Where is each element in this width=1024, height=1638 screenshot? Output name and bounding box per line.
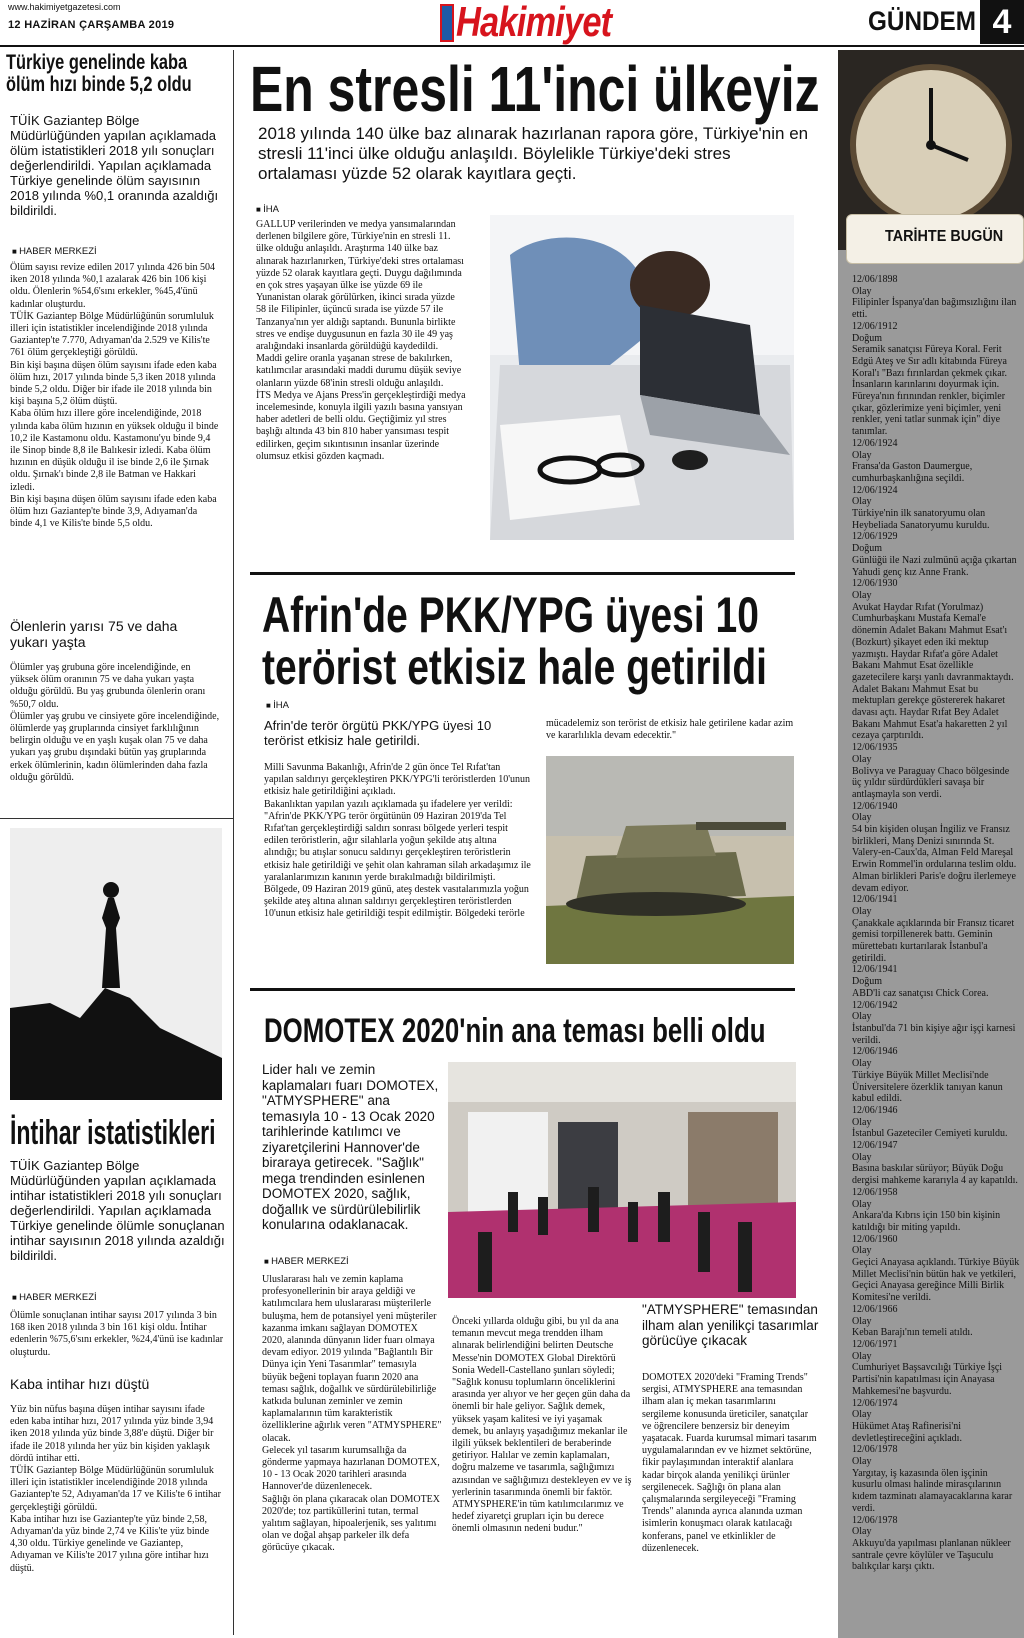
history-entry-text: Filipinler İspanya'dan bağımsızlığını ilan etti. [852,297,1017,321]
history-entry-text: Keban Barajı'nın temeli atıldı. [852,1327,973,1339]
history-entry-type: Olay [852,1456,872,1468]
history-entry-text: Ankara'da Kıbrıs için 150 bin kişinin katıldığı bir miting yapıldı. [852,1210,1001,1233]
death-lead: TÜİK Gaziantep Bölge Müdürlüğünden yapılan açıklamada ölüm istatistikleri 2018 yılı sonuçları değerlendirildi. Yapılan açıklamada Türkiye genelinde ölüm sayısının 2018 yılında %0,1 oranında azaldığı bildirildi. [10,113,219,218]
domotex-col2: Önceki yıllarda olduğu gibi, bu yıl da ana temanın mevcut mega trendden ilham alınarak belirlendiğini belirten Deutsche Messe'nin DOMOTEX Global Direktörü Sonia Wedell-Castellano şunları söyledi; "Sağlık konusu toplumların önceliklerini arasında yer alıyor ve her geçen gün daha da önemli bir hale geliyor. Sağlık demek, yüksek yaşam kalitesi ve iyi yaşamak demek, bu anlayış yaşadığımız mekanlar ile ilgili yüksek beklentileri de beraberinde getiriyor. Halılar ve zemin kaplamaları, doğru malzeme ve tasarımla, sağlığımızı azısından ve sağlığımızı destekleyen ev ve iş yerlerinin tasarımında önemli bir faktör. ATMYSPHERE'in tüm katılımcılarımız ve hedef ziyaretçi grupları için bu derece önemli olmasının nedeni budur." [452,1316,632,1535]
history-entry-date: 12/06/1941 [852,894,898,906]
page-number-box [980,0,1024,44]
history-entry-type: Doğum [852,543,882,555]
domotex-subhead: "ATMYSPHERE" temasından ilham alan yenilikçi tasarımlar görücüye çıkacak [642,1302,819,1348]
history-entry-type: Olay [852,812,872,824]
history-entry-text: Seramik sanatçısı Füreya Koral. Ferit Edgü Ateş ve Sır adlı kitabında Füreya Koral'ı "Bazı fırınlardan çekmek çıkar. İnsanların karınlarını doyurmak için. Füreya'nın fırınından renkler, biçimler çıkar, gözlerimize yeni biçimler, yeni renkler, yeni tatlar sunmak için" diye tanımlar. [852,344,1007,438]
history-entry-type: Olay [852,1011,872,1023]
stress-bottom-rule [250,572,795,575]
history-entry-text: Günlüğü ile Nazi zulmünü açığa çıkartan Yahudi genç kız Anne Frank. [852,554,1017,578]
history-entry-date: 12/06/1924 [852,437,898,449]
issue-date: 12 HAZİRAN ÇARŞAMBA 2019 [8,19,175,31]
suicide-photo [10,828,222,1100]
suicide-source: ■ HABER MERKEZİ [12,1292,97,1303]
header-rule [0,45,1024,47]
history-entry-text: İstanbul Gazeteciler Cemiyeti kuruldu. [852,1128,1008,1140]
history-list [852,274,1020,1573]
domotex-source: ■ HABER MERKEZİ [264,1256,349,1267]
history-entry-type: Olay [852,1151,872,1163]
history-entry-type: Olay [852,1058,872,1070]
history-entry-date: 12/06/1935 [852,742,898,754]
history-entry-type: Olay [852,589,872,601]
history-entry-type: Olay [852,1315,872,1327]
silhouette-cliff-icon [10,828,222,1100]
afrin-source: ■ İHA [266,700,289,711]
history-entry-type: Doğum [852,332,882,344]
left-section-divider [0,818,233,819]
history-entry-type: Olay [852,496,872,508]
history-title: TARİHTE BUGÜN [885,228,1004,245]
history-entry-date: 12/06/1974 [852,1397,898,1409]
trade-fair-hall-icon [448,1062,796,1298]
history-entry-date: 12/06/1946 [852,1104,898,1116]
death-body: Ölüm sayısı revize edilen 2017 yılında 426 bin 504 iken 2018 yılında %0,1 azalarak 426 bin 106 kişi oldu. Ölenlerin %54,6'sını erkekler, %45,4'ünü kadınlar oluşturdu. TÜİK Gaziantep Bölge Müdürlüğünün sorumluluk illeri için istatistikler incelendiğinde 2018 yılında Gaziantep'te 7.770, Adıyaman'da 2.529 ve Kilis'te 761 ölüm gerçekleştiği görüldü. Bin kişi başına düşen ölüm sayısını ifade eden kaba ölüm hızı, 2017 yılında binde 5,3 iken 2018 yılında binde 5,2 oldu. Diğer bir ifade ile 2018 yılında bin kişi başına 5,2 ölüm düştü. Kaba ölüm hızı illere göre incelendiğinde, 2018 yılında kaba ölüm hızının en yüksek olduğu il binde 10,2 ile Kastamonu oldu. Kastamonu'yu binde 9,4 ile Sinop binde 8,8 ile Balıkesir izledi. Kaba ölüm hızının en düşük olduğu il ise binde 2,6 ile Şırnak oldu. Şırnak'ı binde 2,8 ile Batman ve Hakkari izledi. Bin kişi başına düşen ölüm sayısını ifade eden kaba ölüm hızı Gaziantep'te binde 3,9, Adıyaman'da binde 4,1 ve Kilis'te binde 5,5 oldu. [10,262,219,530]
logo-text: Hakimiyet [456,0,612,45]
history-entry-type: Olay [852,1245,872,1257]
man-sleeping-desk-icon [490,215,794,540]
section-label: GÜNDEM [868,6,976,36]
history-entry-text: Çanakkale açıklarında bir Fransız ticaret gemisi torpillenerek battı. Geminin mürettebatı kurtarılarak İstanbul'a getirildi. [852,917,1015,964]
history-entry-date: 12/06/1940 [852,800,898,812]
history-entry-text: Bolivya ve Paraguay Chaco bölgesinde üç yıldır sürdürdükleri savaşa bir antlaşmayla son verdi. [852,765,1010,800]
history-entry-type: Olay [852,905,872,917]
history-entry-text: Yargıtay, iş kazasında ölen işçinin kusurlu olması halinde mirasçılarının kıdem tazminatı alamayacaklarına karar verdi. [852,1467,1013,1514]
history-entry-date: 12/06/1971 [852,1338,898,1350]
domotex-col3: DOMOTEX 2020'deki "Framing Trends" sergisi, ATMYSPHERE ana temasından ilham alan iç mekan tasarımlarını sergileme konusunda üreticiler, sanatçılar ve öğrencilere benzersiz bir deneyim yaşatacak. Fuarda kurumsal mimari tasarım uygulamalarından ev ve hizmet sektörüne, fikir paylaşımından interaktif alanlara kadar birçok alanda yenilikçi ürünler sergilenecek. Sağlığı ön plana alan çalışmalarında sergileyeceği "Framing Trends" alanında ayrıca alanında uzman isimlerin konuşmacı olarak katılacağı konferans, panel ve etkinlikler de düzenlenecek. [642,1372,817,1554]
stress-body: GALLUP verilerinden ve medya yansımalarından derlenen bilgilere göre, Türkiye'nin en stresli 11. ülke olduğu anlaşıldı. Araştırma 140 ülke baz alınarak hazırlanırken, Türkiye'deki stres ortalaması yüzde 52 olarak kayıtlara geçti. Duygu dağılımında en çok stres yaşayan ülke ise yüzde 69 ile Yunanistan olarak görülürken, ikinci sırada yüzde 58 ile Filipinler, üçüncü sırada ise yüzde 57 ile Tanzanya'nın yer aldığı saptandı. Bununla birlikte stres ve endişe duygusunun en fazla 30 ile 49 yaş aralığındaki insanlarda görüldüğü kaydedildi. Maddi gelire oranla yaşanan strese de bakılırken, katılımcılar arasındaki maddi durumu düşük seviye olanların yüzde 68'inin stresli olduğu anlaşıldı. İTS Medya ve Ajans Press'in gerçekleştirdiği medya incelemesinde, konuyla ilgili yazılı basına yansıyan haber adetleri de belli oldu. Geçtiğimiz yıl stres başlığı altında 43 bin 810 haber yansıması tespit edilirken, geçim sıkıntısının insanlar üzerinde olumsuz etkisi gözden kaçmadı. [256,219,466,462]
domotex-col1: Uluslararası halı ve zemin kaplama profesyonellerinin bir araya geldiği ve katılımcılara hem uluslararası müşterilerle buluşma, hem de potansiyel yeni müşteriler kazanma imkanı sağlayan DOMOTEX 2020, alanında dünyanın lider fuarı olmaya devam ediyor. 2019 yılında "Bağlantılı Bir Dünya için Yeni Tasarımlar" temasıyla büyük beğeni toplayan fuarın 2020 ana teması sağlık, doğallık ve sürdürülebilirliğe katkıda bulunan zeminler ve zemin kaplamalarının tüm karakteristik özelliklerine ağırlık veren "ATMYSPHERE" olacak. Gelecek yıl tasarım kurumsallığa da gönderme yapmaya hazırlanan DOMOTEX, 10 - 13 Ocak 2020 tarihleri arasında Hannover'de düzenlenecek. Sağlığı ön plana çıkaracak olan DOMOTEX 2020'de; toz partiküllerini tutan, termal yalıtım sağlayan, hipoalerjenik, ses yalıtımı olan ve doğal ahşap parkeler ilk defa görücüye çıkacak. [262,1274,442,1554]
left-column-divider [233,50,234,1635]
suicide-title: İntihar istatistikleri [10,1114,216,1152]
death-subhead: Ölenlerin yarısı 75 ve daha yukarı yaşta [10,618,178,650]
history-entry-date: 12/06/1947 [852,1140,898,1152]
history-entry-type: Olay [852,1198,872,1210]
history-entry-text: Fransa'da Gaston Daumergue, cumhurbaşkanlığına seçildi. [852,461,973,484]
history-entry-text: Avukat Haydar Rıfat (Yorulmaz) Cumhurbaşkanı Mustafa Kemal'e dönemin Adalet Bakanı Mahmut Esat'ı (Bozkurt) şikayet eden iki mektup yazmıştı. Haydar Rıfat'a göre Adalet Bakanı Mahmut Esat özellikle gazetecilere karşı yanlı davranmaktaydı. Adalet Bakanı Mahmut Esat bu mektupları gerekçe göstererek hakaret davası açtı. Haydar Rıfat Bey Adalet Bakanı Mahmut Esat'a hakaretten 2 yıl cezaya çarptırıldı. [852,601,1014,742]
suicide-body2: Yüz bin nüfus başına düşen intihar sayısını ifade eden kaba intihar hızı, 2017 yılında yüz binde 3,94 iken 2018 yılında yüz binde 3,88'e düştü. Diğer bir ifade ile 2018 yılında her yüz bin kişiden yaklaşık dördü intihar etti. TÜİK Gaziantep Bölge Müdürlüğünün sorumluluk illeri için istatistikler incelendiğinde 2018 yılında Gaziantep'te 52, Adıyaman'da 17 ve Kilis'te 6 intihar gerçekleştiği görüldü. Kaba intihar hızı ise Gaziantep'te yüz binde 2,58, Adıyaman'da yüz binde 2,74 ve Kilis'te yüz binde 4,30 oldu. Türkiye genelinde ve Gaziantep, Adıyaman ve Kilis'te 2017 yılına göre intihar hızı düştü. [10,1404,221,1574]
page-number: 4 [992,3,1012,41]
suicide-lead: TÜİK Gaziantep Bölge Müdürlüğünden yapılan açıklamada intihar istatistikleri 2018 yılı sonuçları değerlendirildi. Yapılan açıklamada Türkiye genelinde ölümle sonuçlanan intihar sayısının 2018 yılında azaldığı bildirildi. [10,1158,225,1263]
history-entry-type: Olay [852,449,872,461]
history-entry-text: Akkuyu'da yapılması planlanan nükleer santrale çevre köylüler ve Taşuculu balıkçılar karşı çıktı. [852,1537,1011,1573]
history-panel [838,50,1024,1638]
history-entry-text: Basına baskılar sürüyor; Büyük Doğu dergisi mahkeme kararıyla 4 ay kapatıldı. [852,1163,1018,1187]
history-entry-type: Olay [852,1526,872,1538]
history-entry-date: 12/06/1898 [852,274,898,285]
history-entry-text: Hükümet Ataş Rafinerisi'ni devletleştireceğini açıkladı. [852,1420,962,1444]
history-entry-text: 54 bin kişiden oluşan İngiliz ve Fransız birlikleri, Manş Denizi sınırında St. Valery-en-Caux'da, Alman Feld Mareşal Erwin Rommel'in ordularına teslim oldu. Alman birlikleri Paris'e doğru ilerlemeye devam ediyor. [852,824,1017,894]
history-entry-date: 12/06/1978 [852,1514,898,1526]
history-entry-date: 12/06/1941 [852,964,898,976]
domotex-lead: Lider halı ve zemin kaplamaları fuarı DOMOTEX, "ATMYSPHERE" ana temasıyla 10 - 13 Ocak 2020 tarihlerinde katılımcı ve ziyaretçilerini Hannover'de biraraya getirecek. "Sağlık" mega trendinden esinlenen DOMOTEX 2020, sağlık, doğallık ve sürdürülebilirlik konularına odaklanacak. [262,1062,439,1232]
history-title-scroll [846,214,1024,264]
stress-lead: 2018 yılında 140 ülke baz alınarak hazırlanan rapora göre, Türkiye'nin en stresli 11'inci ülke olduğu anlaşıldı. Böylelikle Türkiye'deki stres ortalaması yüzde 52 olarak kayıtlara geçti. [258,124,809,183]
history-entry-date: 12/06/1960 [852,1233,898,1245]
history-entry-date: 12/06/1966 [852,1303,898,1315]
afrin-title-line1: Afrin'de PKK/YPG üyesi 10 [262,587,759,643]
history-entry-type: Olay [852,753,872,765]
domotex-title: DOMOTEX 2020'nin ana teması belli oldu [264,1012,766,1050]
history-entry-date: 12/06/1942 [852,999,898,1011]
afrin-lead: Afrin'de terör örgütü PKK/YPG üyesi 10 terörist etkisiz hale getirildi. [264,718,492,748]
masthead-logo[interactable] [440,0,630,44]
history-entry-text: Türkiye'nin ilk sanatoryumu olan Heybeliada Sanatoryumu kuruldu. [852,508,990,531]
death-body2: Ölümler yaş grubuna göre incelendiğinde, en yüksek ölüm oranının 75 ve daha yukarı yaşta olduğu görüldü. Bu yaş grubunda ölenlerin oranı %50,7 oldu. Ölümler yaş grubu ve cinsiyete göre incelendiğinde, ölümlerde yaş gruplarında cinsiyet farklılığının belirgin olduğu ve en yaşlı kuşak olan 75 ve daha yukarı yaş grubu dışındaki bütün yaş gruplarında erkek ölümlerinin, kadın ölümlerinden daha fazla olduğu görüldü. [10,662,220,783]
logo-blue-bar [442,6,452,40]
death-source: ■ HABER MERKEZİ [12,246,97,257]
death-title: Türkiye genelinde kaba ölüm hızı binde 5,2 oldu [6,51,192,96]
history-entry-text: İstanbul'da 71 bin kişiye ağır işçi karnesi verildi. [852,1023,1016,1046]
history-entry-text: Geçici Anayasa açıklandı. Türkiye Büyük Millet Meclisi'nin bütün hak ve yetkileri, Geçici Anayasa gereğince Milli Birlik Komitesi'ne verildi. [852,1257,1020,1304]
afrin-bottom-rule [250,988,795,991]
history-entry-date: 12/06/1929 [852,531,898,543]
suicide-subhead: Kaba intihar hızı düştü [10,1376,150,1392]
afrin-body-cont: mücadelemiz son terörist de etkisiz hale getirilene kadar azim ve kararlılıkla devam edecektir." [546,718,794,742]
domotex-photo [448,1062,796,1298]
history-entry-type: Olay [852,285,872,297]
history-entry-date: 12/06/1912 [852,320,898,332]
howitzer-tank-icon [546,756,794,964]
history-entry-type: Olay [852,1409,872,1421]
history-entry-date: 12/06/1930 [852,578,898,590]
afrin-photo [546,756,794,964]
site-url[interactable]: www.hakimiyetgazetesi.com [8,2,121,12]
afrin-body: Milli Savunma Bakanlığı, Afrin'de 2 gün önce Tel Rıfat'tan yapılan saldırıyı gerçekleştiren PKK/YPG'li teröristlerden 10'unun etkisiz hale getirildiğini açıkladı. Bakanlıktan yapılan yazılı açıklamada şu ifadelere yer verildi: "Afrin'de PKK/YPG terör örgütünün 09 Haziran 2019'da Tel Rıfat'tan gerçekleştirdiği saldırı sonrası bölgede yerleri tespit edilen teröristlerin, ağır silahlarla yoğun şekilde atış altına alındığı; bu atışlar sonucu saldırıyı gerçekleştiren teröristlerin etkisiz hale getirildiği ve şehit olan kahraman silah arkadaşımız ile yaralanlarımızın kanının yerde bırakılmadığı bildirilmişti. Bölgede, 09 Haziran 2019 günü, ateş destek vasıtalarımızla yoğun şekilde ateş altına alınan saldırıyı gerçekleştiren teröristlerden 10'unun etkisiz hale getirildiği tespit edilmiştir. Bölgedeki terörle [264,762,531,920]
afrin-title-line2: terörist etkisiz hale getirildi [262,639,767,695]
history-entry-date: 12/06/1958 [852,1186,898,1198]
history-entry-text: Cumhuriyet Başsavcılığı Türkiye İşçi Partisi'nin kapatılması için Anayasa Mahkemesi'ne başvurdu. [852,1362,1003,1397]
stress-title: En stresli 11'inci ülkeyiz [250,53,820,125]
history-entry-type: Doğum [852,976,882,988]
stress-photo [490,215,794,540]
history-entry-date: 12/06/1946 [852,1046,898,1058]
history-entry-date: 12/06/1978 [852,1444,898,1456]
stress-source: ■ İHA [256,204,279,215]
history-entry-date: 12/06/1924 [852,484,898,496]
history-entry-text: Türkiye Büyük Millet Meclisi'nde Üniversitelere özerklik tanıyan kanun kabul edildi. [852,1069,1003,1105]
suicide-body: Ölümle sonuçlanan intihar sayısı 2017 yılında 3 bin 168 iken 2018 yılında 3 bin 161 kişi oldu. İntihar edenlerin %75,6'sını erkekler, %24,4'ünü ise kadınlar oluşturdu. [10,1310,224,1358]
history-entry-type: Olay [852,1350,872,1362]
history-entry-text: ABD'li caz sanatçısı Chick Corea. [852,987,989,999]
history-entry-type: Olay [852,1116,872,1128]
